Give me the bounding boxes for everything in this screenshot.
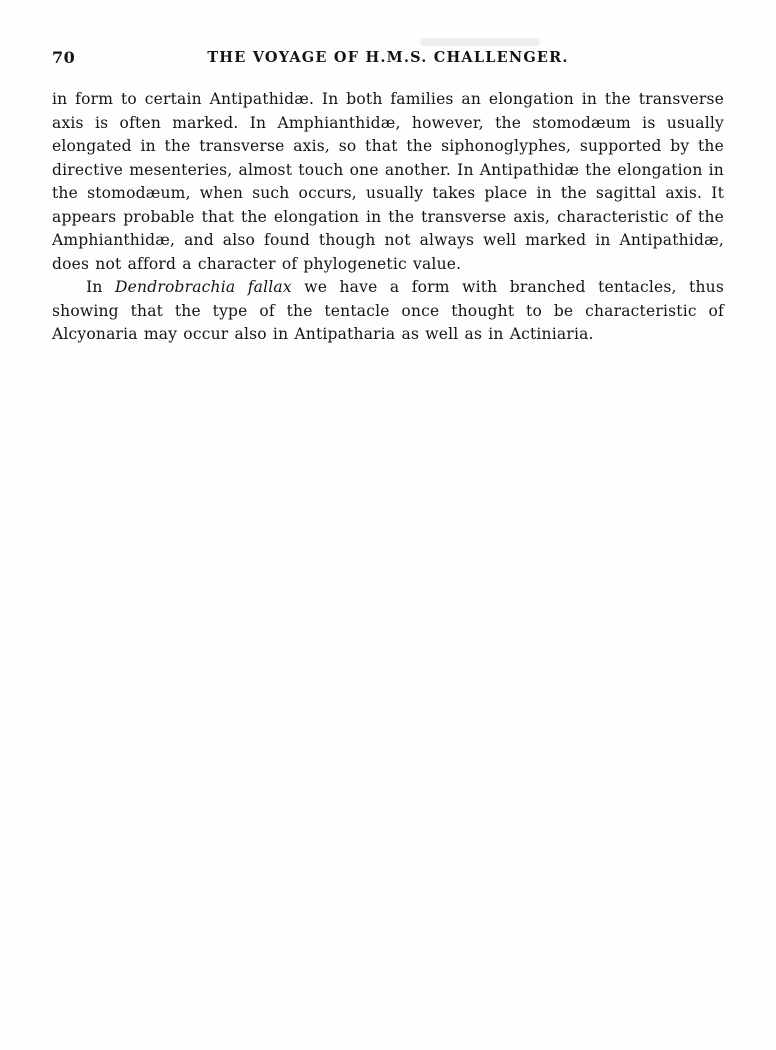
running-head-title: THE VOYAGE OF H.M.S. CHALLENGER. — [207, 49, 569, 66]
body-paragraph-2 — [52, 276, 724, 347]
page-body — [52, 88, 724, 347]
paragraph-2-rest: we have a form with branched tentacles, thus showing that the type of the tentacle once thought to be characteristic of Alcyonaria may occur also in Antipatharia as well as in Actiniaria. — [52, 278, 725, 343]
page-header — [52, 48, 724, 70]
species-name-italic: Dendrobrachia fallax — [115, 278, 292, 296]
page-number: 70 — [52, 48, 76, 67]
body-paragraph-1: in form to certain Antipathidæ. In both families an elongation in the transverse axis is often marked. In Amphianthidæ, however, the stomodæum is usually elongated in the transverse axis, so that the siphonoglyphes, supported by the directive mesenteries, almost touch one another. In Antipathidæ the elongation in the stomodæum, when such occurs, usually takes place in the sagittal axis. It appears probable that the elongation in the transverse axis, characteristic of the Amphianthidæ, and also found though not always well marked in Antipathidæ, does not afford a character of phylogenetic value. — [52, 90, 724, 273]
scan-smudge — [420, 38, 540, 46]
paragraph-2-lead: In — [86, 278, 116, 296]
